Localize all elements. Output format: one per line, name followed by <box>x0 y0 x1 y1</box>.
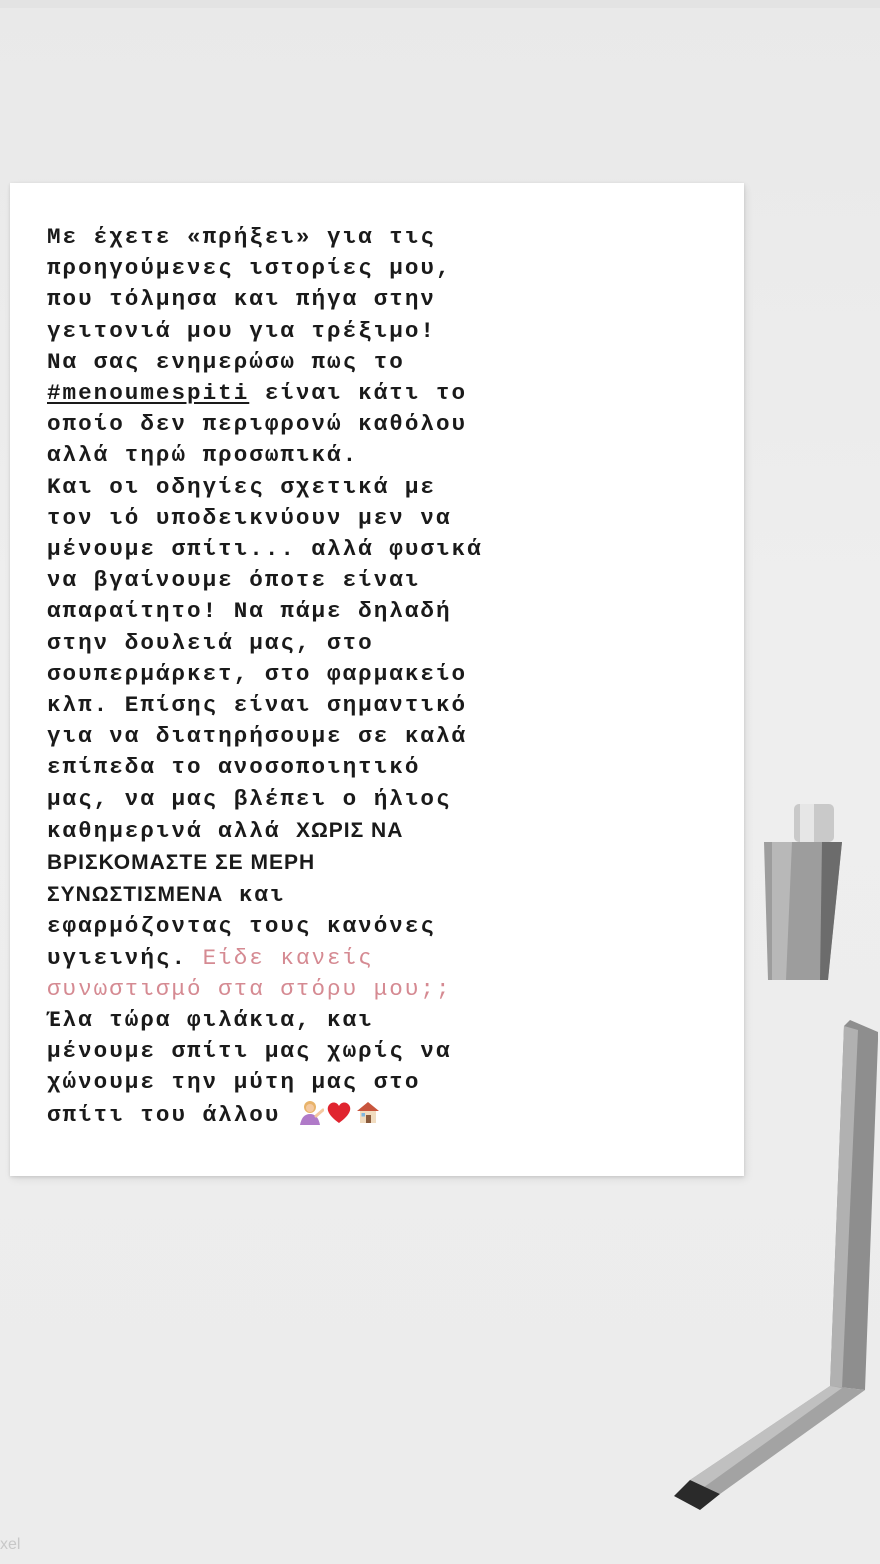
story-line: χώνουμε την μύτη μας στο <box>47 1069 421 1096</box>
top-band <box>0 0 880 8</box>
story-line: εφαρμόζοντας τους κανόνες <box>47 913 436 940</box>
pink-highlight: συνωστισμό στα στόρυ μου;; <box>47 975 452 1002</box>
caps-emphasis: ΒΡΙΣΚΟΜΑΣΤΕ ΣΕ ΜΕΡΗ <box>47 851 316 875</box>
caps-emphasis: ΧΩΡΙΣ ΝΑ <box>295 818 404 842</box>
pen <box>660 790 880 1510</box>
house-icon <box>354 1099 382 1125</box>
story-line: επίπεδα το ανοσοποιητικό <box>47 754 421 781</box>
story-line: για να διατηρήσουμε σε καλά <box>47 723 468 750</box>
story-line: και <box>223 882 286 909</box>
story-line: μας, να μας βλέπει ο ήλιος <box>47 785 452 812</box>
story-line: Έλα τώρα φιλάκια, και <box>47 1007 374 1034</box>
caps-emphasis: ΣΥΝΩΣΤΙΣΜΕΝΑ <box>47 883 224 907</box>
story-line: να βγαίνουμε όποτε είναι <box>47 567 421 594</box>
story-line: προηγούμενες ιστορίες μου, <box>47 255 452 282</box>
story-line: είναι κάτι το <box>249 380 468 407</box>
red-heart-icon <box>325 1099 353 1125</box>
pen-body <box>674 1020 878 1510</box>
story-line: υγιεινής. <box>47 944 203 971</box>
story-line: σουπερμάρκετ, στο φαρμακείο <box>47 660 468 687</box>
story-line: σπίτι του άλλου <box>47 1101 296 1128</box>
pink-highlight: Είδε κανείς <box>202 944 374 971</box>
story-line: κλπ. Επίσης είναι σημαντικό <box>47 692 468 719</box>
story-line: που τόλμησα και πήγα στην <box>47 286 436 313</box>
story-line: τον ιό υποδεικνύουν μεν να <box>47 504 452 531</box>
story-line: καθημερινά αλλά <box>47 817 296 844</box>
story-line: στην δουλειά μας, στο <box>47 629 374 656</box>
story-line: Με έχετε «πρήξει» για τις <box>47 224 436 250</box>
hashtag-link[interactable]: #menoumespiti <box>47 380 250 407</box>
woman-gesturing-icon <box>296 1099 324 1125</box>
story-line: μένουμε σπίτι μας χωρίς να <box>47 1038 452 1065</box>
story-line: αλλά τηρώ προσωπικά. <box>47 442 359 469</box>
story-line: γειτονιά μου για τρέξιμο! <box>47 317 436 344</box>
story-line: Και οι οδηγίες σχετικά με <box>47 473 436 500</box>
story-line: απαραίτητο! Να πάμε δηλαδή <box>47 598 452 625</box>
story-line: Να σας ενημερώσω πως το <box>47 348 405 375</box>
story-line: μένουμε σπίτι... αλλά φυσικά <box>47 536 483 563</box>
pen-cap <box>764 804 842 980</box>
watermark: xel <box>0 1536 21 1553</box>
story-text <box>47 222 727 1131</box>
story-line: οποίο δεν περιφρονώ καθόλου <box>47 411 468 438</box>
